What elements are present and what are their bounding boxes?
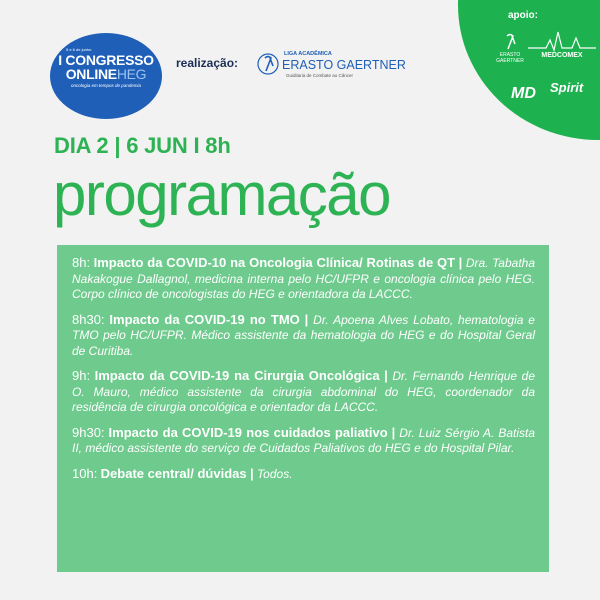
congresso-heg: HEG — [116, 66, 147, 82]
md-text: MD — [511, 85, 536, 102]
schedule-item — [72, 466, 535, 483]
schedule-topic: Impacto da COVID-19 nos cuidados paliativo — [108, 424, 388, 440]
congresso-logo — [50, 33, 162, 119]
spirit-sponsor-logo: Spirit — [550, 80, 584, 95]
schedule-speaker: Dra. Tabatha Nakakogue Dallagnol, medicina interna pelo HC/UFPR e oncologia clínica pelo HEG. Corpo clínico de oncologistas do HEG e orientadora da LACCC. — [72, 256, 536, 301]
liga-erasto-gaertner-logo — [256, 46, 406, 84]
apoio-label: apoio: — [508, 10, 538, 21]
medcomex-text: MEDCOMEX — [541, 52, 583, 59]
erasto-sponsor-text — [490, 52, 530, 64]
erasto-sponsor-line2: GAERTNER — [496, 58, 524, 64]
schedule-time: 8h: — [72, 255, 91, 270]
md-sponsor-logo — [509, 83, 539, 105]
schedule-speaker: Dr. Luiz Sérgio A. Batista II, médico assistente do serviço de Cuidados Paliativos do HEG e do Hospital Pilar. — [72, 425, 535, 455]
schedule-item — [72, 255, 535, 303]
schedule-time: 9h: — [72, 368, 91, 383]
medcomex-sponsor-logo — [526, 28, 598, 64]
schedule-item — [72, 312, 535, 360]
schedule-time: 10h: — [72, 465, 98, 481]
schedule-time: 8h30: — [72, 311, 105, 327]
liga-line1: LIGA ACADÊMICA — [284, 51, 332, 57]
separator: | — [458, 255, 463, 270]
realizacao-label: realização: — [176, 56, 239, 70]
page-title: programação — [53, 161, 391, 228]
separator: | — [249, 465, 254, 481]
heartbeat-icon — [526, 28, 598, 52]
congresso-date: 5 e 6 de junho — [66, 47, 92, 52]
erasto-emblem-icon — [490, 32, 530, 52]
schedule-time: 9h30: — [72, 424, 105, 440]
schedule-topic: Impacto da COVID-10 na Oncologia Clínica/ Rotinas de QT — [93, 255, 456, 270]
separator: | — [384, 368, 388, 383]
apoio-background — [458, 0, 600, 140]
schedule-item — [72, 425, 535, 457]
erasto-gaertner-sponsor-logo — [490, 32, 530, 66]
schedule-topic: Impacto da COVID-19 na Cirurgia Oncológica — [94, 368, 380, 383]
schedule-speaker: Dr. Fernando Henrique de O. Mauro, médico assistente da cirurgia abdominal do HEG, coordenador da residência de cirurgia oncológica e orientador da LACCC. — [72, 369, 535, 414]
day-date-heading: DIA 2 | 6 JUN I 8h — [54, 133, 231, 158]
congresso-title-line2 — [50, 66, 162, 82]
ribbon-emblem-icon — [256, 52, 280, 76]
schedule-speaker: Todos. — [256, 466, 293, 481]
liga-line2: ERASTO GAERTNER — [282, 58, 406, 72]
schedule-item — [72, 368, 535, 416]
erasto-sponsor-line1: ERASTO — [499, 52, 521, 58]
schedule-topic: Impacto da COVID-19 no TMO — [109, 311, 300, 327]
schedule-box — [57, 245, 549, 572]
congresso-online: ONLINE — [65, 66, 117, 82]
separator: | — [391, 424, 396, 440]
congresso-tagline: oncologia em tempos de pandemia — [70, 83, 142, 88]
schedule-speaker: Dr. Apoena Alves Lobato, hematologia e TMO pelo HC/UFPR. Médico assistente da hematologia do HEG e do Hospital Geral de Curitiba. — [72, 312, 535, 358]
separator: | — [304, 311, 309, 327]
liga-line3: Guiditaria de Combate ao Câncer — [286, 73, 354, 78]
congresso-title-line1: I CONGRESSO — [58, 52, 154, 68]
schedule-topic: Debate central/ dúvidas — [100, 465, 247, 481]
